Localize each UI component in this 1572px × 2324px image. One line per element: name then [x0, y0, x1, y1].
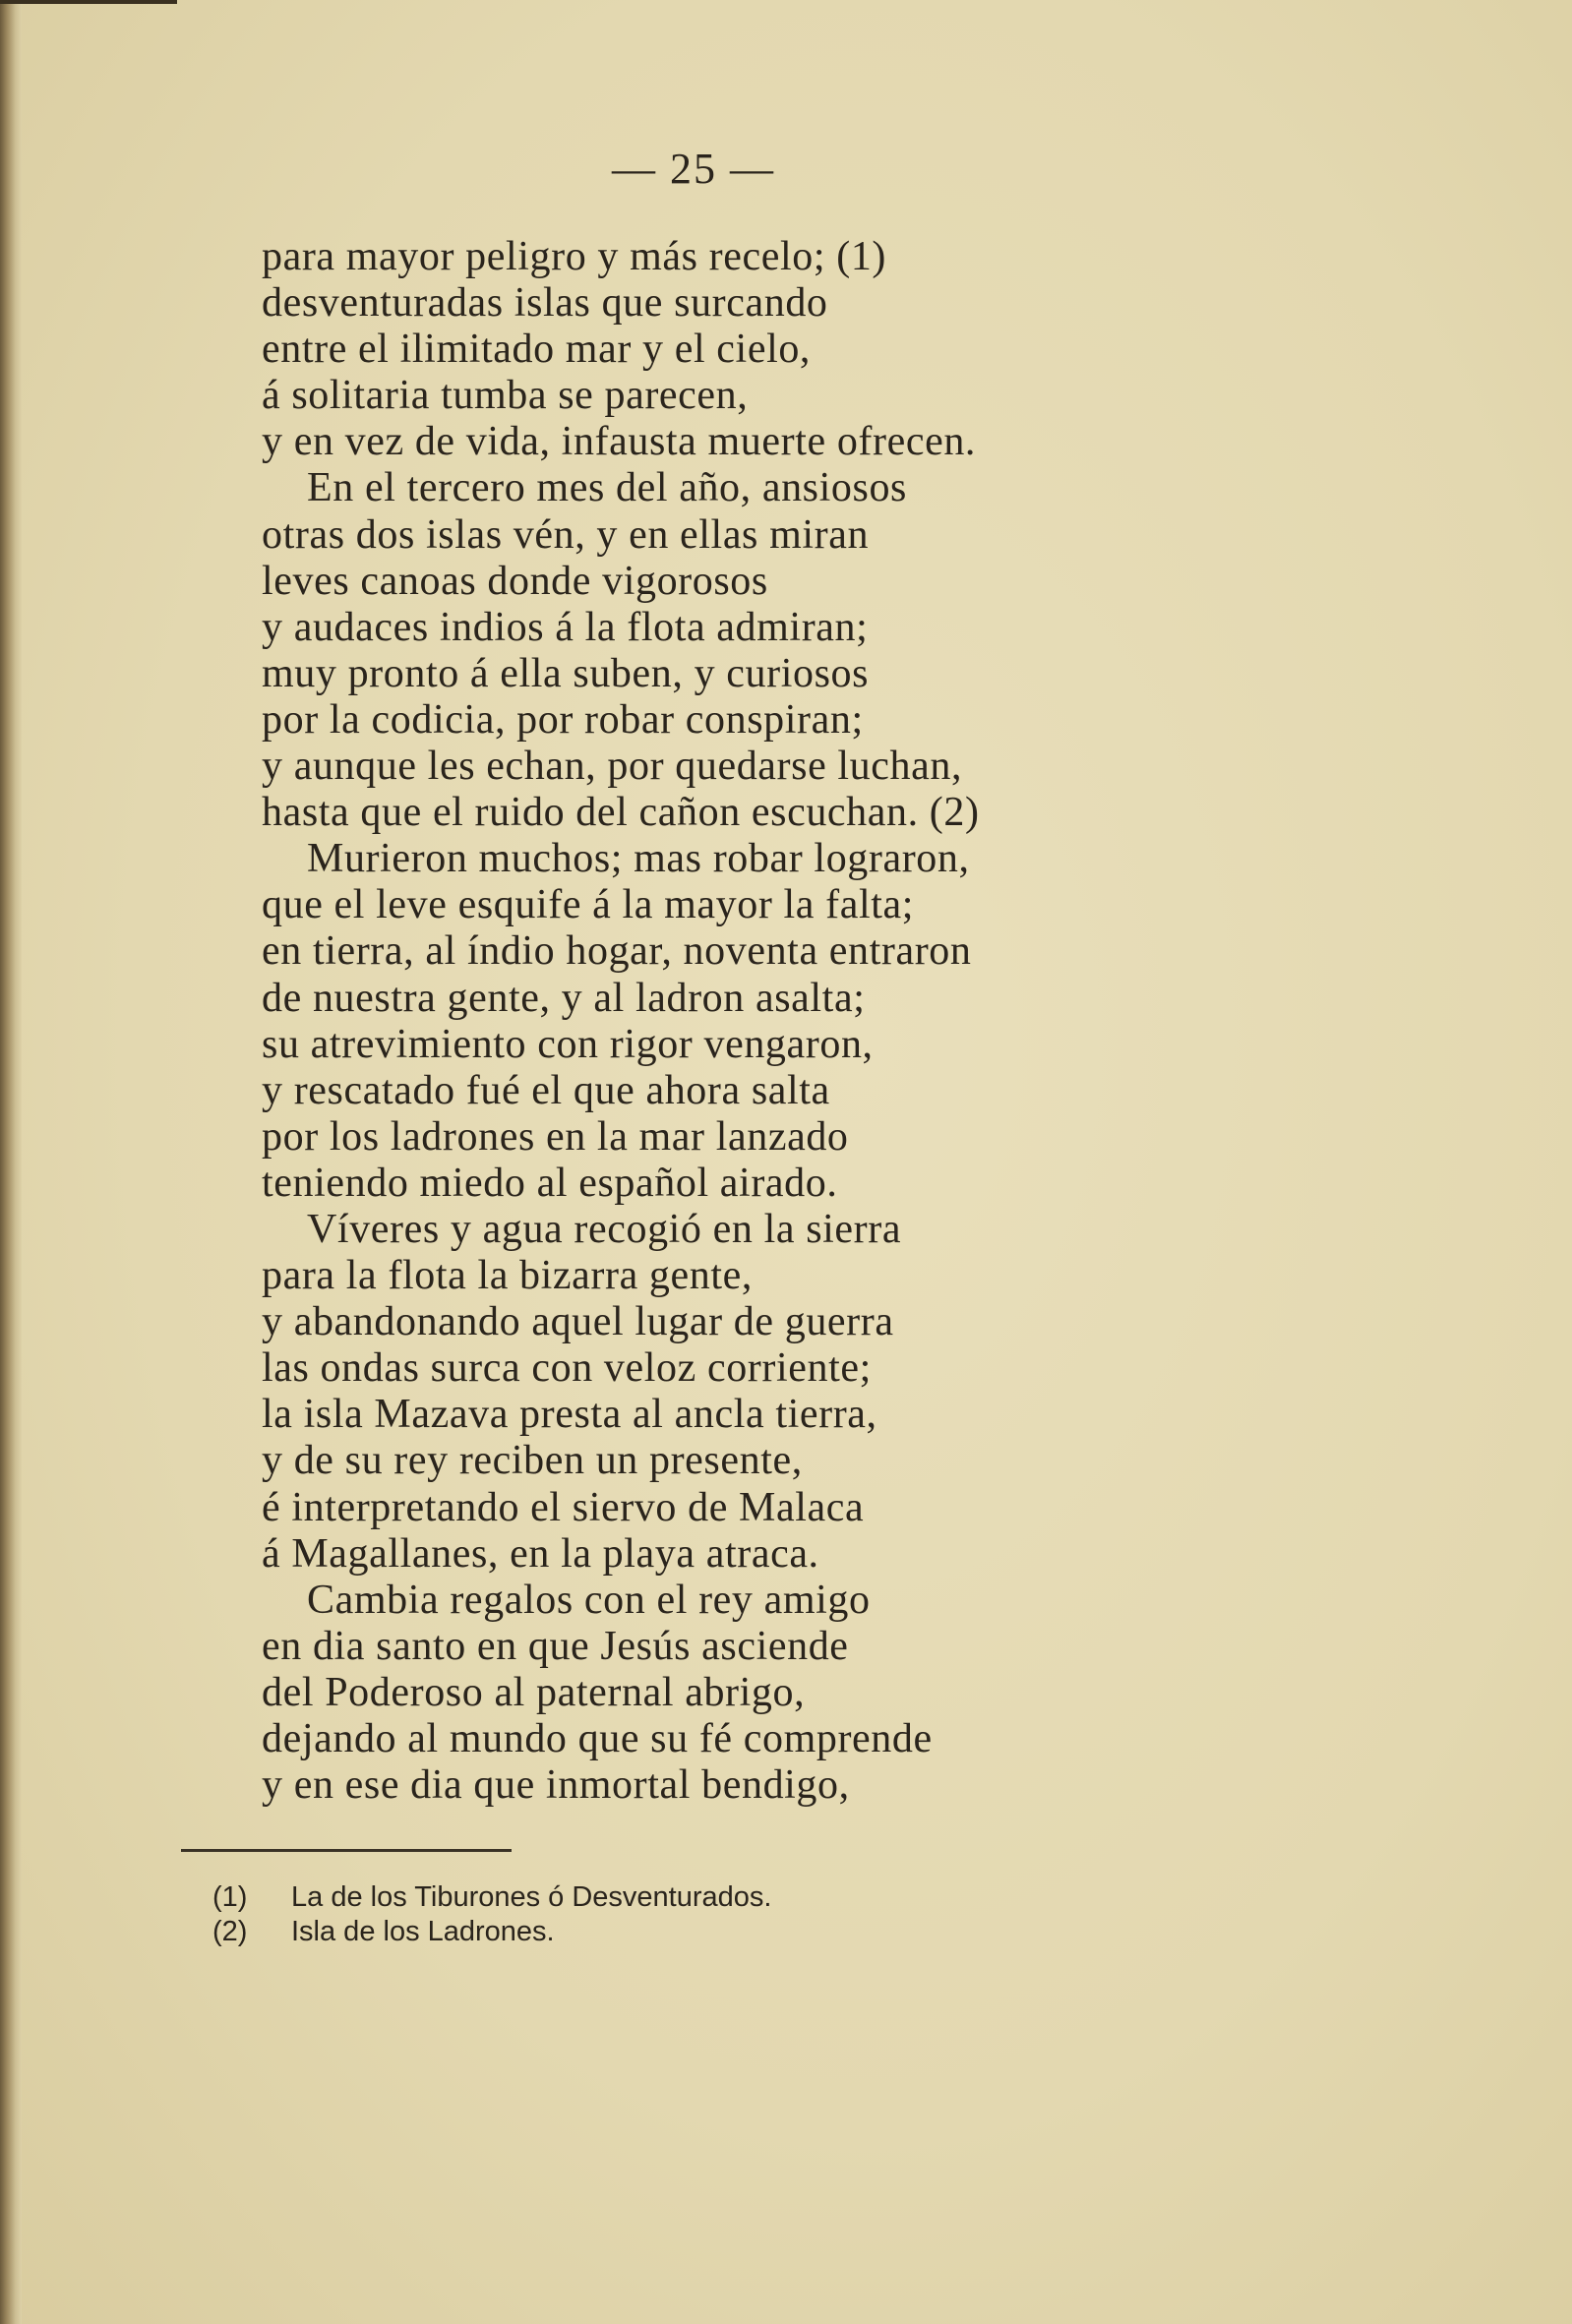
verse-line: Víveres y agua recogió en la sierra — [307, 1206, 902, 1252]
footnote-text: La de los Tiburones ó Desventurados. — [291, 1881, 772, 1913]
verse-line: y rescatado fué el que ahora salta — [262, 1067, 830, 1113]
verse-line: en dia santo en que Jesús asciende — [262, 1623, 849, 1669]
verse-line: muy pronto á ella suben, y curiosos — [262, 650, 870, 696]
verse-line: y aunque les echan, por quedarse luchan, — [262, 744, 963, 790]
footnotes — [212, 1880, 771, 1949]
book-binding-edge — [0, 0, 22, 2324]
verse-line: leves canoas donde vigorosos — [262, 558, 768, 604]
verse-line: dejando al mundo que su fé comprende — [262, 1716, 933, 1761]
verse-line: y de su rey reciben un presente, — [262, 1438, 803, 1484]
verse-line: Cambia regalos con el rey amigo — [307, 1577, 871, 1623]
verse-line: su atrevimiento con rigor vengaron, — [262, 1021, 874, 1067]
verse-line: entre el ilimitado mar y el cielo, — [262, 327, 812, 373]
verse-line: y audaces indios á la flota admiran; — [262, 604, 869, 650]
footnote — [212, 1915, 771, 1949]
footnote — [212, 1880, 771, 1915]
verse-body — [262, 234, 980, 1809]
verse-line: que el leve esquife á la mayor la falta; — [262, 882, 915, 928]
verse-line: la isla Mazava presta al ancla tierra, — [262, 1392, 877, 1438]
verse-line: y en vez de vida, infausta muerte ofrecen. — [262, 419, 977, 465]
verse-line: á Magallanes, en la playa atraca. — [262, 1530, 819, 1577]
footnote-divider — [181, 1849, 512, 1852]
verse-line: las ondas surca con veloz corriente; — [262, 1345, 872, 1392]
verse-line: para la flota la bizarra gente, — [262, 1253, 753, 1299]
verse-line: En el tercero mes del año, ansiosos — [307, 465, 907, 511]
verse-line: hasta que el ruido del cañon escuchan. (2) — [262, 790, 980, 836]
footnote-marker: (1) — [212, 1881, 248, 1913]
footnote-marker: (2) — [212, 1916, 248, 1947]
verse-line: y abandonando aquel lugar de guerra — [262, 1299, 894, 1345]
verse-line: para mayor peligro y más recelo; (1) — [262, 234, 887, 279]
verse-line: del Poderoso al paternal abrigo, — [262, 1669, 806, 1715]
verse-line: en tierra, al índio hogar, noventa entraron — [262, 928, 972, 975]
verse-line: por la codicia, por robar conspiran; — [262, 696, 864, 743]
verse-line: por los ladrones en la mar lanzado — [262, 1113, 849, 1160]
page-corner-mark — [0, 0, 177, 4]
verse-line: é interpretando el siervo de Malaca — [262, 1484, 865, 1530]
verse-line: á solitaria tumba se parecen, — [262, 373, 749, 419]
verse-line: y en ese dia que inmortal bendigo, — [262, 1762, 850, 1809]
footnote-text: Isla de los Ladrones. — [291, 1916, 555, 1947]
verse-line: Murieron muchos; mas robar lograron, — [307, 836, 970, 882]
verse-line: de nuestra gente, y al ladron asalta; — [262, 975, 866, 1021]
verse-line: teniendo miedo al español airado. — [262, 1160, 838, 1206]
verse-line: otras dos islas vén, y en ellas miran — [262, 511, 870, 558]
verse-line: desventuradas islas que surcando — [262, 280, 828, 327]
page-number: — 25 — — [612, 145, 775, 193]
